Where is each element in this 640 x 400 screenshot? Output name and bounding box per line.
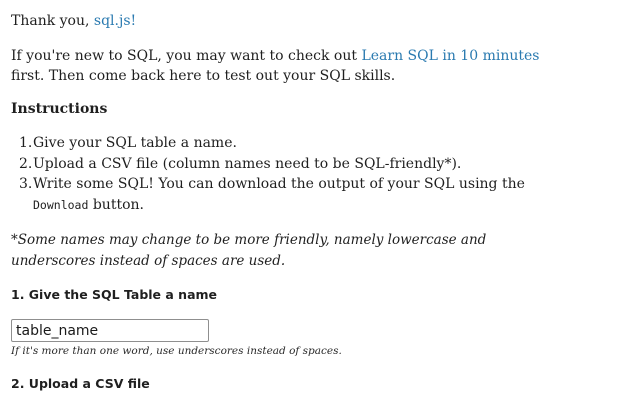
intro-paragraph [11, 46, 551, 86]
instruction-step [11, 154, 551, 175]
instructions-list [11, 133, 551, 215]
step-number: 2. [19, 155, 33, 172]
intro-text-after: first. Then come back here to test out your SQL skills. [11, 68, 396, 84]
table-name-input[interactable] [11, 319, 209, 342]
section-table-name-heading: 1. Give the SQL Table a name [11, 287, 218, 302]
section-upload-csv-heading: 2. Upload a CSV file [11, 376, 150, 391]
step-text-before: Write some SQL! You can download the output of your SQL using the [33, 176, 525, 192]
instruction-step [11, 133, 551, 154]
step-text: Give your SQL table a name. [33, 135, 237, 151]
instruction-step [11, 174, 551, 215]
learn-sql-link[interactable]: Learn SQL in 10 minutes [361, 48, 540, 64]
step-number: 3. [19, 176, 33, 192]
table-name-hint: If it's more than one word, use underscores instead of spaces. [11, 345, 342, 357]
naming-note: *Some names may change to be more friendly, namely lowercase and underscores instead of spaces are used. [11, 232, 487, 269]
thanks-line [11, 11, 551, 31]
thanks-prefix: Thank you, [11, 13, 94, 29]
intro-text-before: If you're new to SQL, you may want to check out [11, 48, 362, 64]
step-number: 1. [19, 135, 33, 151]
step-text-after: button. [88, 196, 144, 213]
instructions-heading: Instructions [11, 101, 108, 117]
sqljs-link[interactable]: sql.js! [93, 13, 137, 29]
download-code-label: Download [33, 197, 89, 212]
step-text: Upload a CSV file (column names need to be SQL-friendly*). [33, 155, 462, 172]
